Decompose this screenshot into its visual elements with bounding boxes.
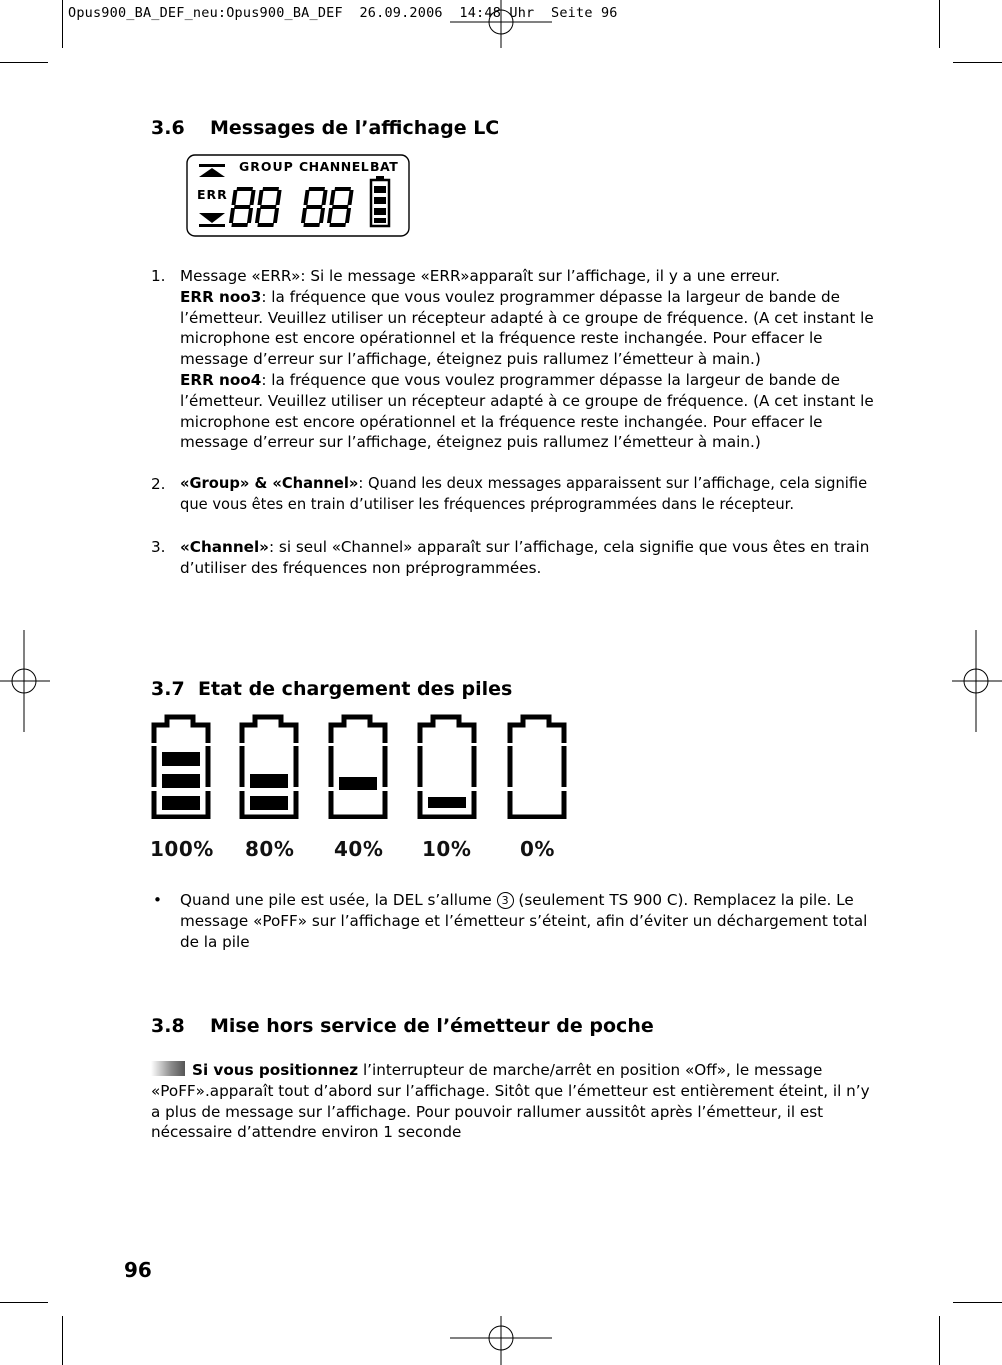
bullet-dot: • — [153, 891, 162, 909]
battery-charge-bar — [428, 797, 466, 808]
registration-mark-right — [952, 630, 1002, 732]
section-title: Messages de l’affichage LC — [210, 117, 500, 139]
list-item — [151, 266, 886, 456]
list-item: • Quand une pile est usée, la DEL s’allume 3 (seulement TS 900 C). Remplacez la pile. Le message «PoFF» sur l’affichage et l’émetteur s’éteint, afin d’éviter un déchargement total de la pile — [153, 891, 868, 951]
battery-outline — [510, 717, 564, 817]
list-number: 3. — [151, 538, 166, 556]
battery-percent-label: 10% — [422, 837, 472, 861]
battery-icon — [327, 713, 389, 819]
error-code: ERR noo4 — [180, 370, 262, 389]
err-noo3-paragraph: ERR noo3: la fréquence que vous voulez programmer dépasse la largeur de bande de l’émetteur. Veuillez utiliser un récepteur adapté à ce groupe de fréquence. (A cet instant le microphone est encore opérationnel et la fréquence reste inchangée. Pour effacer le message d’erreur sur l’affichage, éteignez puis rallumez l’émetteur à main.) — [180, 287, 874, 369]
list-item: 2. «Group» & «Channel»: Quand les deux messages apparaissent sur l’affichage, cela signifie que vous êtes en train d’utiliser les fréquences préprogrammées dans le récepteur. — [151, 475, 868, 513]
print-slug: Opus900_BA_DEF_neu:Opus900_BA_DEF 26.09.2006 14:48 Uhr Seite 96 — [68, 5, 618, 21]
battery-percent-label: 0% — [520, 837, 555, 861]
battery-icon — [416, 713, 478, 819]
section-heading-3-6 — [151, 117, 499, 139]
list-item: 3. «Channel»: si seul «Channel» apparaît sur l’affichage, cela signifie que vous êtes en train d’utiliser des fréquences non préprogrammées. — [151, 538, 870, 577]
battery-level-row — [150, 713, 580, 863]
section-number: 3.8 — [151, 1015, 185, 1037]
battery-charge-bar — [162, 796, 200, 810]
lcd-label-group: GROUP — [239, 159, 294, 174]
registration-mark-bottom — [450, 1316, 552, 1365]
section-number: 3.6 — [151, 117, 185, 139]
gradient-bullet-marker — [151, 1061, 185, 1076]
lcd-label-channel: CHANNEL — [299, 159, 370, 174]
lcd-display-illustration — [186, 154, 410, 237]
battery-charge-bar — [162, 774, 200, 788]
err-noo4-paragraph: ERR noo4: la fréquence que vous voulez programmer dépasse la largeur de bande de l’émetteur. Veuillez utiliser un récepteur adapté à ce groupe de fréquence. (A cet instant le microphone est encore opérationnel et la fréquence reste inchangée. Pour effacer le message d’erreur sur l’affichage, éteignez puis rallumez l’émetteur à main.) — [180, 370, 874, 452]
battery-percent-label: 100% — [150, 837, 214, 861]
lcd-label-bat: BAT — [370, 159, 399, 174]
list-number: 2. — [151, 475, 166, 493]
battery-icon — [238, 713, 300, 819]
battery-charge-bar — [250, 796, 288, 810]
lcd-label-err: ERR — [197, 187, 228, 202]
section-heading-3-7 — [151, 678, 512, 700]
section-number: 3.7 — [151, 678, 185, 700]
battery-outline — [331, 717, 385, 817]
registration-mark-left — [0, 630, 50, 732]
battery-charge-bar — [162, 752, 200, 766]
section-title: Mise hors service de l’émetteur de poche — [210, 1015, 654, 1037]
list-intro: Message «ERR»: Si le message «ERR»apparaît sur l’affichage, il y a une erreur. — [180, 267, 781, 285]
battery-percent-label: 80% — [245, 837, 295, 861]
error-code: ERR noo3 — [180, 287, 262, 306]
section-title: Etat de chargement des piles — [198, 678, 513, 700]
battery-icon — [506, 713, 568, 819]
battery-percent-label: 40% — [334, 837, 384, 861]
registration-mark-top — [450, 0, 552, 50]
section-3-8-paragraph: Si vous positionnez l’interrupteur de marche/arrêt en position «Off», le message «PoFF».apparaît tout d’abord sur l’affichage. Sitôt que l’émetteur est entièrement éteint, il n’y a plus de message sur l’affichage. Pour pouvoir rallumer aussitôt après l’émetteur, il est nécessaire d’attendre environ 1 seconde — [151, 1061, 870, 1142]
page-number: 96 — [124, 1258, 152, 1282]
section-heading-3-8 — [151, 1015, 654, 1037]
battery-icon — [150, 713, 212, 819]
battery-charge-bar — [250, 774, 288, 788]
battery-charge-bar — [339, 777, 377, 790]
list-number: 1. — [151, 267, 166, 285]
led-number-circle: 3 — [497, 892, 514, 909]
